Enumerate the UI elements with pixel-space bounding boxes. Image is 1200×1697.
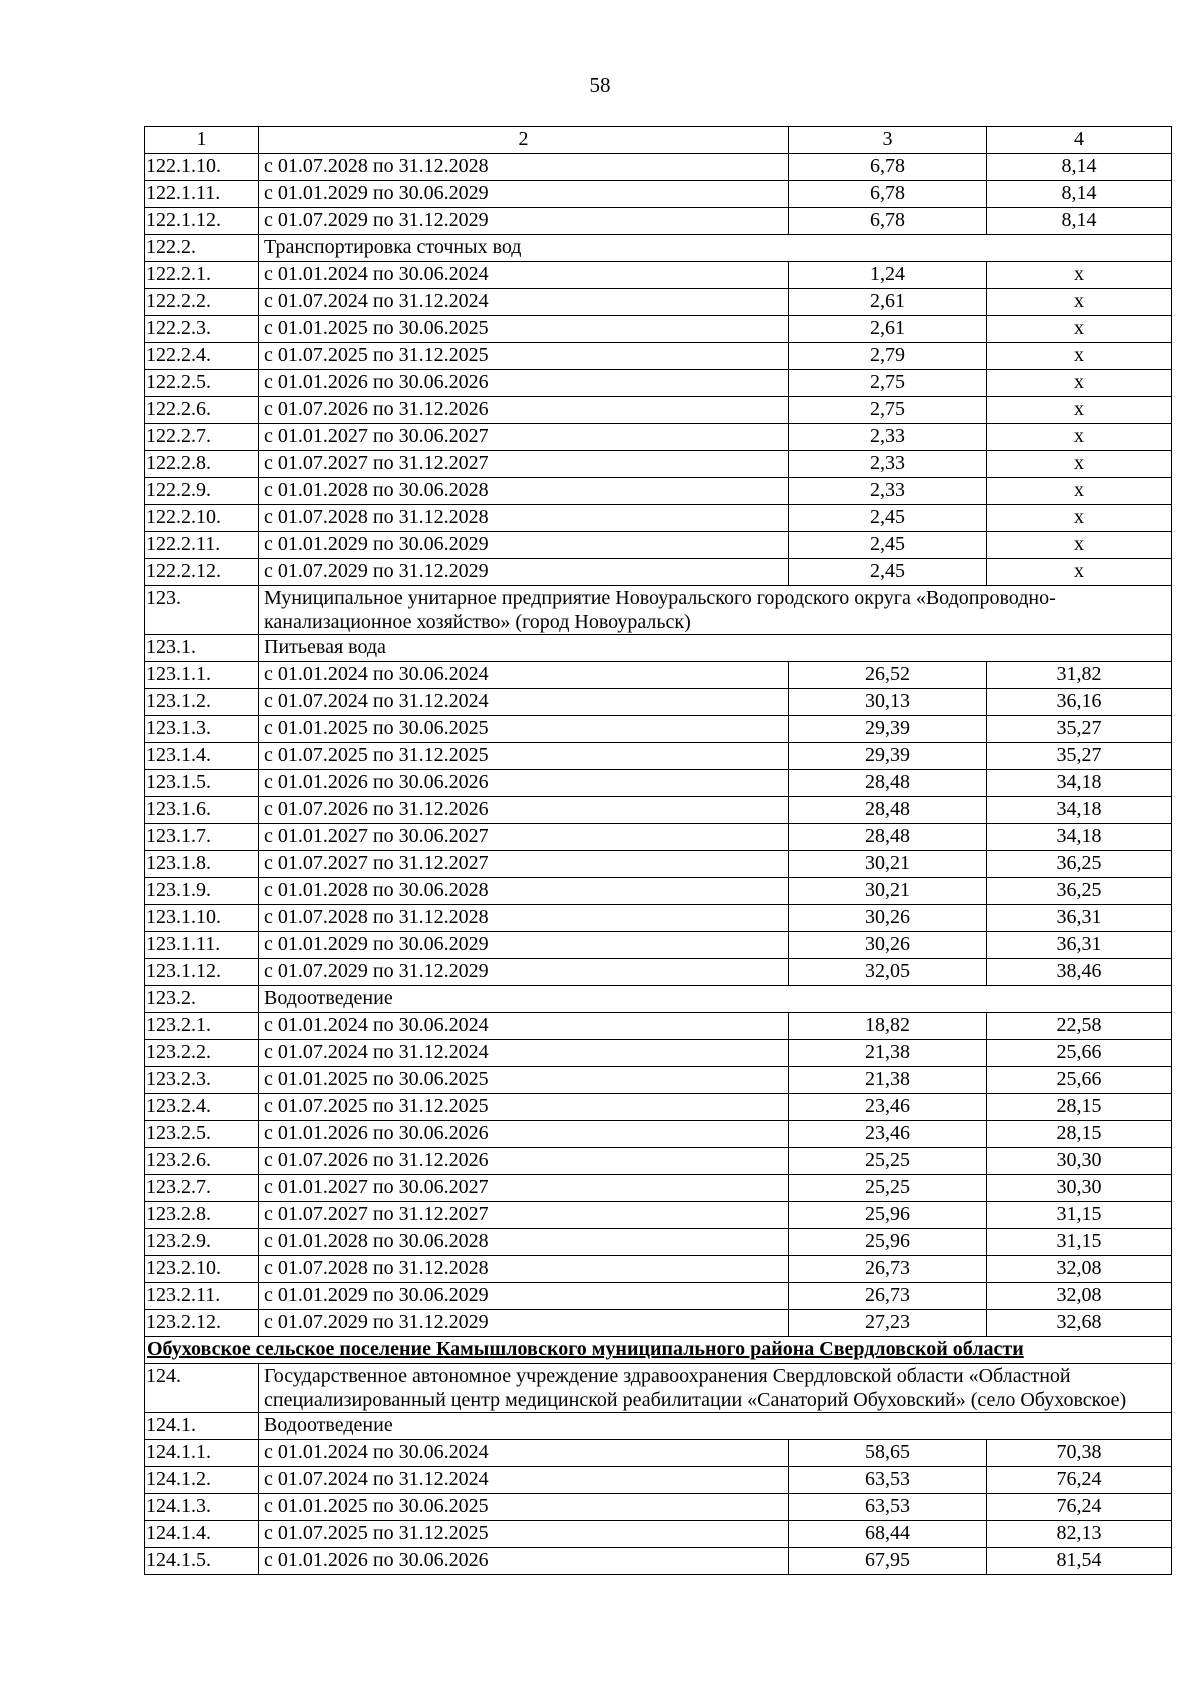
table-row <box>145 1121 1172 1148</box>
table-row <box>145 559 1172 586</box>
table-row <box>145 1494 1172 1521</box>
section-number: 122.2. <box>145 235 259 262</box>
row-period: с 01.01.2029 по 30.06.2029 <box>259 181 789 208</box>
table-row <box>145 1094 1172 1121</box>
row-period: с 01.07.2024 по 31.12.2024 <box>259 689 789 716</box>
row-value-col3: 25,25 <box>789 1175 987 1202</box>
row-period: с 01.01.2027 по 30.06.2027 <box>259 1175 789 1202</box>
row-period: с 01.01.2024 по 30.06.2024 <box>259 662 789 689</box>
table-row <box>145 878 1172 905</box>
row-value-col3: 29,39 <box>789 743 987 770</box>
row-value-col3: 23,46 <box>789 1094 987 1121</box>
table-row <box>145 1521 1172 1548</box>
table-row <box>145 959 1172 986</box>
row-value-col4: 81,54 <box>987 1548 1172 1575</box>
section-row <box>145 586 1172 635</box>
row-value-col4: 35,27 <box>987 716 1172 743</box>
row-period: с 01.07.2026 по 31.12.2026 <box>259 397 789 424</box>
table-row <box>145 1229 1172 1256</box>
row-value-col3: 2,61 <box>789 289 987 316</box>
row-number: 123.2.5. <box>145 1121 259 1148</box>
row-value-col4: х <box>987 559 1172 586</box>
row-value-col3: 27,23 <box>789 1310 987 1337</box>
section-title: Транспортировка сточных вод <box>259 235 1172 262</box>
row-value-col4: 8,14 <box>987 154 1172 181</box>
row-value-col3: 28,48 <box>789 797 987 824</box>
row-value-col3: 25,96 <box>789 1229 987 1256</box>
section-title: Государственное автономное учреждение здравоохранения Свердловской области «Областной специализированный центр медицинской реабилитации «Санаторий Обуховский» (село Обуховское) <box>259 1364 1172 1413</box>
row-period: с 01.07.2026 по 31.12.2026 <box>259 1148 789 1175</box>
row-value-col4: х <box>987 478 1172 505</box>
row-number: 123.2.4. <box>145 1094 259 1121</box>
row-period: с 01.01.2025 по 30.06.2025 <box>259 316 789 343</box>
row-value-col4: 35,27 <box>987 743 1172 770</box>
table-row <box>145 154 1172 181</box>
row-value-col3: 23,46 <box>789 1121 987 1148</box>
row-period: с 01.01.2024 по 30.06.2024 <box>259 1013 789 1040</box>
row-number: 123.2.9. <box>145 1229 259 1256</box>
row-value-col4: х <box>987 316 1172 343</box>
table-row <box>145 662 1172 689</box>
row-value-col3: 30,13 <box>789 689 987 716</box>
table-row <box>145 797 1172 824</box>
row-value-col3: 18,82 <box>789 1013 987 1040</box>
row-period: с 01.01.2025 по 30.06.2025 <box>259 716 789 743</box>
row-number: 122.2.2. <box>145 289 259 316</box>
row-number: 123.1.2. <box>145 689 259 716</box>
section-number: 123. <box>145 586 259 635</box>
row-number: 123.2.7. <box>145 1175 259 1202</box>
row-value-col4: 36,31 <box>987 905 1172 932</box>
section-title: Питьевая вода <box>259 635 1172 662</box>
row-period: с 01.01.2026 по 30.06.2026 <box>259 370 789 397</box>
row-value-col4: х <box>987 424 1172 451</box>
row-value-col3: 2,45 <box>789 559 987 586</box>
row-value-col3: 68,44 <box>789 1521 987 1548</box>
row-value-col3: 2,61 <box>789 316 987 343</box>
row-number: 123.1.9. <box>145 878 259 905</box>
row-value-col3: 32,05 <box>789 959 987 986</box>
row-number: 124.1.4. <box>145 1521 259 1548</box>
row-period: с 01.07.2025 по 31.12.2025 <box>259 1521 789 1548</box>
table-row <box>145 824 1172 851</box>
table-row <box>145 743 1172 770</box>
row-value-col4: 76,24 <box>987 1467 1172 1494</box>
row-value-col3: 6,78 <box>789 154 987 181</box>
row-value-col4: 36,25 <box>987 878 1172 905</box>
table-row <box>145 716 1172 743</box>
row-number: 123.2.8. <box>145 1202 259 1229</box>
table-row <box>145 1148 1172 1175</box>
row-value-col3: 63,53 <box>789 1494 987 1521</box>
table-row <box>145 1310 1172 1337</box>
section-number: 124. <box>145 1364 259 1413</box>
table-row <box>145 505 1172 532</box>
row-value-col3: 25,25 <box>789 1148 987 1175</box>
row-value-col4: 30,30 <box>987 1175 1172 1202</box>
row-number: 123.1.8. <box>145 851 259 878</box>
row-value-col4: 38,46 <box>987 959 1172 986</box>
table-row <box>145 1467 1172 1494</box>
row-number: 122.2.1. <box>145 262 259 289</box>
row-number: 123.1.10. <box>145 905 259 932</box>
row-value-col4: 82,13 <box>987 1521 1172 1548</box>
row-number: 123.2.11. <box>145 1283 259 1310</box>
row-value-col4: 31,82 <box>987 662 1172 689</box>
row-number: 123.2.2. <box>145 1040 259 1067</box>
row-period: с 01.01.2024 по 30.06.2024 <box>259 1440 789 1467</box>
row-period: с 01.07.2024 по 31.12.2024 <box>259 1467 789 1494</box>
row-value-col4: х <box>987 262 1172 289</box>
row-period: с 01.07.2029 по 31.12.2029 <box>259 959 789 986</box>
row-number: 122.2.12. <box>145 559 259 586</box>
table-header-row <box>145 127 1172 154</box>
table-row <box>145 370 1172 397</box>
row-period: с 01.07.2029 по 31.12.2029 <box>259 208 789 235</box>
table-row <box>145 932 1172 959</box>
table-row <box>145 1040 1172 1067</box>
row-value-col3: 25,96 <box>789 1202 987 1229</box>
row-value-col3: 21,38 <box>789 1067 987 1094</box>
row-value-col3: 30,21 <box>789 878 987 905</box>
row-value-col4: 22,58 <box>987 1013 1172 1040</box>
row-number: 123.2.12. <box>145 1310 259 1337</box>
row-number: 123.1.11. <box>145 932 259 959</box>
table-row <box>145 397 1172 424</box>
row-value-col3: 1,24 <box>789 262 987 289</box>
row-number: 123.1.6. <box>145 797 259 824</box>
row-value-col3: 30,26 <box>789 932 987 959</box>
row-value-col3: 6,78 <box>789 208 987 235</box>
row-number: 122.2.5. <box>145 370 259 397</box>
row-period: с 01.07.2028 по 31.12.2028 <box>259 154 789 181</box>
row-period: с 01.07.2025 по 31.12.2025 <box>259 743 789 770</box>
row-period: с 01.07.2028 по 31.12.2028 <box>259 505 789 532</box>
row-period: с 01.07.2029 по 31.12.2029 <box>259 1310 789 1337</box>
page-number: 58 <box>589 73 611 97</box>
row-number: 122.2.8. <box>145 451 259 478</box>
row-value-col3: 2,75 <box>789 397 987 424</box>
row-value-col3: 2,75 <box>789 370 987 397</box>
row-value-col4: 76,24 <box>987 1494 1172 1521</box>
row-number: 122.2.7. <box>145 424 259 451</box>
row-value-col4: 34,18 <box>987 770 1172 797</box>
row-value-col4: 36,16 <box>987 689 1172 716</box>
header-cell-3: 3 <box>789 127 987 154</box>
row-value-col4: х <box>987 370 1172 397</box>
section-row <box>145 1413 1172 1440</box>
row-number: 122.2.9. <box>145 478 259 505</box>
row-value-col4: 32,08 <box>987 1256 1172 1283</box>
row-value-col3: 29,39 <box>789 716 987 743</box>
row-period: с 01.07.2025 по 31.12.2025 <box>259 343 789 370</box>
table-row <box>145 1175 1172 1202</box>
table-row <box>145 1067 1172 1094</box>
table-row <box>145 1256 1172 1283</box>
tariff-table-body <box>145 127 1172 1575</box>
table-row <box>145 316 1172 343</box>
row-value-col4: 32,68 <box>987 1310 1172 1337</box>
row-number: 123.1.4. <box>145 743 259 770</box>
row-value-col4: 34,18 <box>987 797 1172 824</box>
row-period: с 01.01.2027 по 30.06.2027 <box>259 424 789 451</box>
row-value-col4: 31,15 <box>987 1229 1172 1256</box>
row-period: с 01.07.2024 по 31.12.2024 <box>259 289 789 316</box>
section-row <box>145 986 1172 1013</box>
row-number: 123.1.3. <box>145 716 259 743</box>
row-value-col4: 8,14 <box>987 181 1172 208</box>
tariff-table <box>144 126 1172 1575</box>
row-value-col4: х <box>987 343 1172 370</box>
row-value-col3: 6,78 <box>789 181 987 208</box>
section-number: 123.1. <box>145 635 259 662</box>
region-title: Обуховское сельское поселение Камышловского муниципального района Свердловской области <box>145 1337 1172 1364</box>
table-row <box>145 532 1172 559</box>
table-row <box>145 770 1172 797</box>
row-value-col4: х <box>987 289 1172 316</box>
row-value-col4: х <box>987 451 1172 478</box>
row-value-col3: 2,33 <box>789 478 987 505</box>
row-number: 123.2.6. <box>145 1148 259 1175</box>
row-period: с 01.01.2029 по 30.06.2029 <box>259 532 789 559</box>
row-period: с 01.07.2027 по 31.12.2027 <box>259 851 789 878</box>
row-number: 122.1.10. <box>145 154 259 181</box>
table-row <box>145 262 1172 289</box>
section-number: 123.2. <box>145 986 259 1013</box>
row-value-col3: 2,33 <box>789 451 987 478</box>
row-value-col3: 63,53 <box>789 1467 987 1494</box>
row-value-col4: х <box>987 505 1172 532</box>
table-row <box>145 689 1172 716</box>
row-period: с 01.01.2025 по 30.06.2025 <box>259 1494 789 1521</box>
row-number: 122.2.6. <box>145 397 259 424</box>
row-period: с 01.01.2026 по 30.06.2026 <box>259 1121 789 1148</box>
row-number: 122.2.3. <box>145 316 259 343</box>
table-row <box>145 451 1172 478</box>
row-number: 122.2.4. <box>145 343 259 370</box>
section-title: Водоотведение <box>259 986 1172 1013</box>
row-value-col4: 28,15 <box>987 1094 1172 1121</box>
row-number: 123.1.1. <box>145 662 259 689</box>
row-period: с 01.01.2026 по 30.06.2026 <box>259 770 789 797</box>
row-number: 123.2.10. <box>145 1256 259 1283</box>
row-value-col3: 30,21 <box>789 851 987 878</box>
row-period: с 01.07.2027 по 31.12.2027 <box>259 1202 789 1229</box>
table-row <box>145 1013 1172 1040</box>
row-period: с 01.01.2024 по 30.06.2024 <box>259 262 789 289</box>
row-value-col4: 8,14 <box>987 208 1172 235</box>
row-value-col3: 26,73 <box>789 1283 987 1310</box>
row-value-col4: 34,18 <box>987 824 1172 851</box>
table-row <box>145 181 1172 208</box>
table-row <box>145 343 1172 370</box>
row-value-col3: 26,73 <box>789 1256 987 1283</box>
row-period: с 01.07.2024 по 31.12.2024 <box>259 1040 789 1067</box>
row-number: 123.2.1. <box>145 1013 259 1040</box>
row-value-col3: 58,65 <box>789 1440 987 1467</box>
table-row <box>145 851 1172 878</box>
row-value-col3: 21,38 <box>789 1040 987 1067</box>
section-row <box>145 1364 1172 1413</box>
row-period: с 01.01.2026 по 30.06.2026 <box>259 1548 789 1575</box>
row-value-col4: 32,08 <box>987 1283 1172 1310</box>
row-value-col3: 28,48 <box>789 824 987 851</box>
row-number: 122.2.11. <box>145 532 259 559</box>
section-title: Муниципальное унитарное предприятие Новоуральского городского округа «Водопроводно-канализационное хозяйство» (город Новоуральск) <box>259 586 1172 635</box>
row-value-col3: 26,52 <box>789 662 987 689</box>
table-row <box>145 478 1172 505</box>
section-row <box>145 635 1172 662</box>
table-row <box>145 1202 1172 1229</box>
section-number: 124.1. <box>145 1413 259 1440</box>
row-value-col3: 28,48 <box>789 770 987 797</box>
row-value-col4: 31,15 <box>987 1202 1172 1229</box>
row-period: с 01.01.2025 по 30.06.2025 <box>259 1067 789 1094</box>
table-row <box>145 424 1172 451</box>
row-number: 123.1.5. <box>145 770 259 797</box>
region-row <box>145 1337 1172 1364</box>
row-value-col3: 2,45 <box>789 532 987 559</box>
header-cell-2: 2 <box>259 127 789 154</box>
row-value-col4: 28,15 <box>987 1121 1172 1148</box>
row-number: 124.1.1. <box>145 1440 259 1467</box>
row-number: 122.2.10. <box>145 505 259 532</box>
row-period: с 01.01.2028 по 30.06.2028 <box>259 878 789 905</box>
section-title: Водоотведение <box>259 1413 1172 1440</box>
row-number: 122.1.12. <box>145 208 259 235</box>
row-value-col4: 36,25 <box>987 851 1172 878</box>
row-period: с 01.07.2028 по 31.12.2028 <box>259 1256 789 1283</box>
row-number: 123.1.7. <box>145 824 259 851</box>
row-period: с 01.07.2025 по 31.12.2025 <box>259 1094 789 1121</box>
row-value-col4: 36,31 <box>987 932 1172 959</box>
row-number: 124.1.5. <box>145 1548 259 1575</box>
row-value-col4: х <box>987 532 1172 559</box>
table-row <box>145 1440 1172 1467</box>
row-value-col4: 70,38 <box>987 1440 1172 1467</box>
row-value-col4: 25,66 <box>987 1067 1172 1094</box>
section-row <box>145 235 1172 262</box>
row-number: 122.1.11. <box>145 181 259 208</box>
table-row <box>145 1283 1172 1310</box>
table-row <box>145 905 1172 932</box>
row-value-col4: 30,30 <box>987 1148 1172 1175</box>
row-period: с 01.01.2027 по 30.06.2027 <box>259 824 789 851</box>
row-number: 124.1.2. <box>145 1467 259 1494</box>
row-value-col3: 67,95 <box>789 1548 987 1575</box>
row-period: с 01.01.2028 по 30.06.2028 <box>259 478 789 505</box>
row-value-col4: 25,66 <box>987 1040 1172 1067</box>
table-row <box>145 1548 1172 1575</box>
header-cell-4: 4 <box>987 127 1172 154</box>
header-cell-1: 1 <box>145 127 259 154</box>
row-value-col3: 2,45 <box>789 505 987 532</box>
row-number: 123.2.3. <box>145 1067 259 1094</box>
row-value-col4: х <box>987 397 1172 424</box>
row-value-col3: 2,33 <box>789 424 987 451</box>
row-number: 123.1.12. <box>145 959 259 986</box>
row-period: с 01.01.2029 по 30.06.2029 <box>259 1283 789 1310</box>
row-period: с 01.07.2028 по 31.12.2028 <box>259 905 789 932</box>
row-period: с 01.07.2027 по 31.12.2027 <box>259 451 789 478</box>
row-value-col3: 30,26 <box>789 905 987 932</box>
row-period: с 01.07.2029 по 31.12.2029 <box>259 559 789 586</box>
row-period: с 01.01.2028 по 30.06.2028 <box>259 1229 789 1256</box>
row-period: с 01.07.2026 по 31.12.2026 <box>259 797 789 824</box>
row-number: 124.1.3. <box>145 1494 259 1521</box>
row-period: с 01.01.2029 по 30.06.2029 <box>259 932 789 959</box>
table-row <box>145 289 1172 316</box>
row-value-col3: 2,79 <box>789 343 987 370</box>
table-row <box>145 208 1172 235</box>
